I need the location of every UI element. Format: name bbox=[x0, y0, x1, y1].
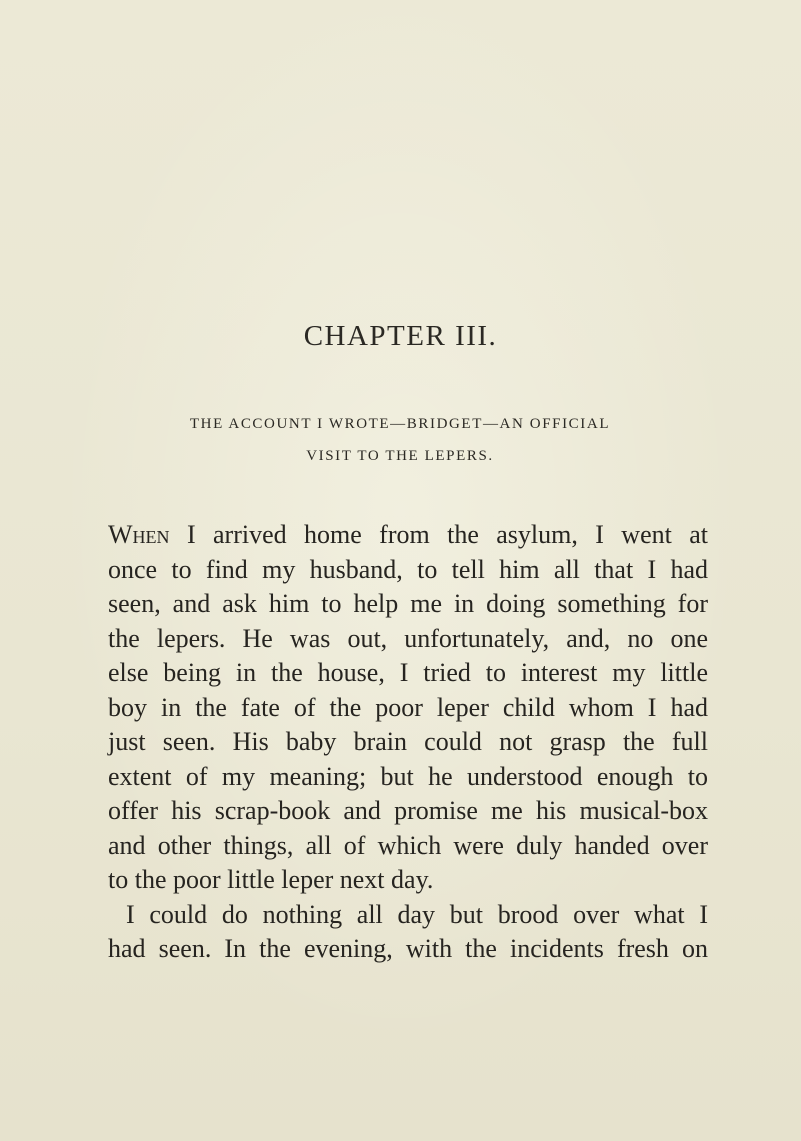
paragraph-line: boy in the fate of the poor leper child whom I had bbox=[108, 692, 708, 722]
paragraph-line: extent of my meaning; but he understood enough to bbox=[108, 761, 708, 791]
paragraph-line: seen, and ask him to help me in doing something for bbox=[108, 589, 708, 618]
chapter-summary-line-1: THE ACCOUNT I WROTE—BRIDGET—AN OFFICIAL bbox=[189, 416, 611, 432]
paragraph-line: the lepers. He was out, unfortunately, and, no one bbox=[108, 623, 708, 653]
paragraph-line: else being in the house, I tried to interest my little bbox=[108, 658, 708, 687]
chapter-summary-line-2: VISIT TO THE LEPERS. bbox=[306, 448, 494, 464]
opening-word: When bbox=[108, 520, 170, 549]
paragraph-line: offer his scrap-book and promise me his musical-box bbox=[108, 796, 708, 825]
paragraph-line: I could do nothing all day but brood over what I bbox=[126, 899, 708, 929]
paragraph-line: once to find my husband, to tell him all that I had bbox=[108, 554, 708, 584]
chapter-summary bbox=[40, 408, 760, 472]
paragraph-line: just seen. His baby brain could not grasp the full bbox=[108, 727, 708, 756]
paragraph-line: When I arrived home from the asylum, I went at bbox=[108, 520, 708, 549]
paragraph-line: to the poor little leper next day. bbox=[108, 865, 434, 894]
paragraph-line: had seen. In the evening, with the incidents fresh on bbox=[108, 934, 708, 963]
chapter-title: CHAPTER III. bbox=[303, 320, 498, 352]
body-paragraphs bbox=[108, 518, 708, 967]
paragraph-line: and other things, all of which were duly handed over bbox=[108, 830, 708, 860]
